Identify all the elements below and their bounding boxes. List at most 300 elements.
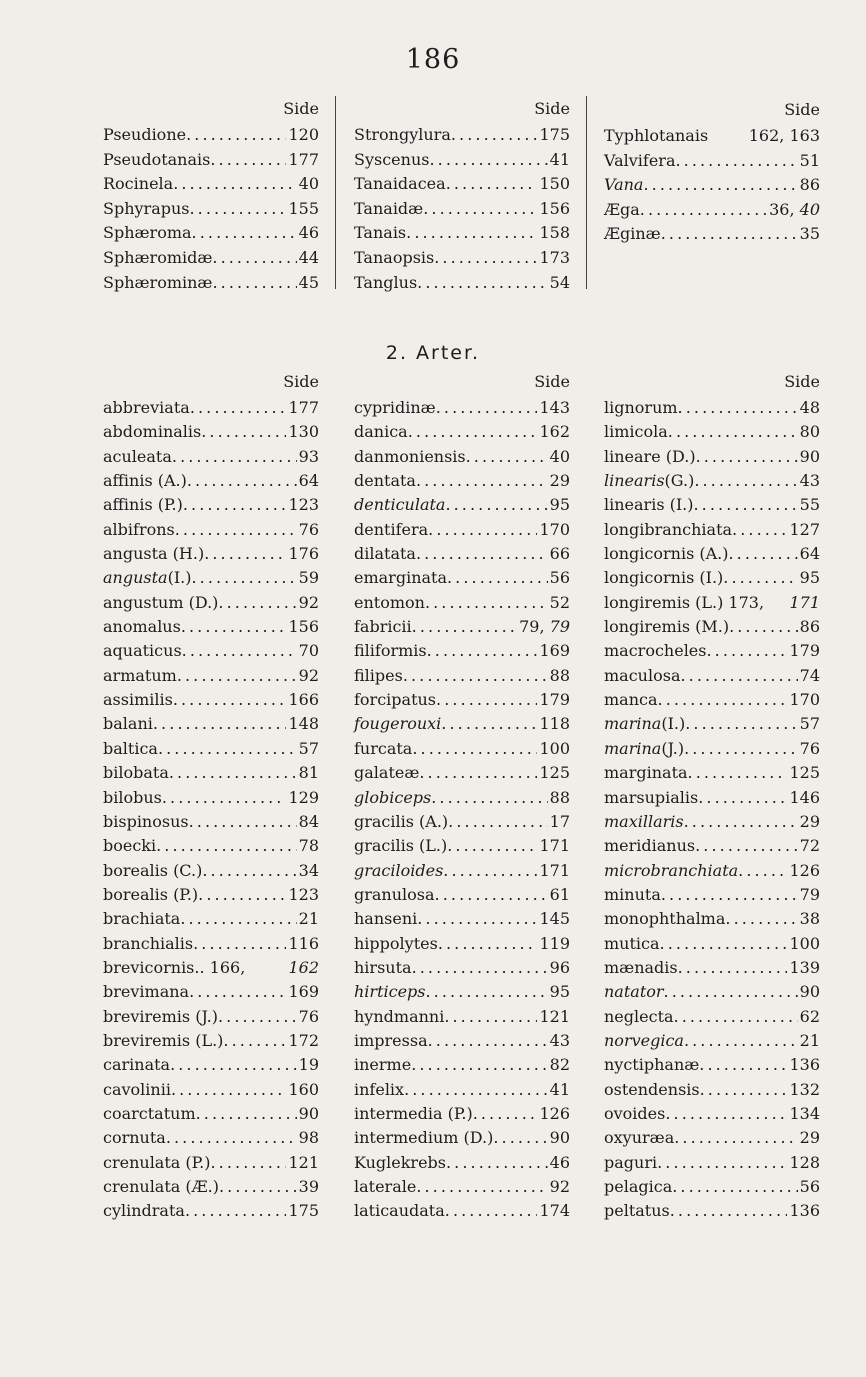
- entry-page: [548, 1151, 570, 1175]
- leader-dots: [156, 834, 297, 858]
- entry-name: filiformis: [354, 641, 427, 661]
- entry-page-number: 70: [298, 641, 319, 661]
- index-entry: [354, 956, 570, 980]
- index-entry: [354, 712, 570, 736]
- leader-dots: [658, 688, 788, 712]
- index-entry: [103, 221, 319, 246]
- index-entry: [604, 1053, 820, 1077]
- entry-page: [548, 1175, 570, 1199]
- index-entry: [103, 591, 319, 615]
- entry-name-suffix: (I.): [661, 714, 686, 734]
- index-entry: [604, 980, 820, 1004]
- entry-name: Æginæ: [604, 224, 661, 244]
- entry-name: limicola: [604, 422, 668, 442]
- entry-page: [798, 493, 820, 517]
- index-entry: [604, 493, 820, 517]
- leader-dots: [466, 445, 548, 469]
- leader-dots: [191, 566, 296, 590]
- entry-page-number: 125: [789, 763, 820, 783]
- index-column-bottom-2: [354, 370, 570, 1224]
- index-entry: [103, 172, 319, 197]
- entry-page: [286, 786, 319, 810]
- entry-name: granulosa: [354, 884, 435, 904]
- entry-name: dilatata: [354, 544, 416, 564]
- index-entry: [103, 1053, 319, 1077]
- leader-dots: [171, 1078, 287, 1102]
- entry-page: [297, 1102, 319, 1126]
- leader-dots: [416, 469, 548, 493]
- entry-page-number: 78: [298, 836, 319, 856]
- index-entry: [354, 1005, 570, 1029]
- entry-page: [297, 737, 319, 761]
- entry-page: [747, 124, 820, 149]
- entry-name: Sphæroma: [103, 223, 192, 243]
- leader-dots: [643, 173, 797, 198]
- entry-name: cornuta: [103, 1128, 166, 1148]
- entry-page: [286, 980, 319, 1004]
- index-entry: [103, 420, 319, 444]
- entry-page-number: 90: [298, 1103, 319, 1123]
- entry-name: meridianus: [604, 836, 696, 856]
- leader-dots: [729, 542, 798, 566]
- entry-name: breviremis (L.): [103, 1030, 224, 1050]
- entry-name: lineare (D.): [604, 446, 696, 466]
- leader-dots: [447, 566, 548, 590]
- leader-dots: [192, 221, 297, 246]
- entry-page-number: 136: [789, 1055, 820, 1075]
- column-divider: [335, 96, 336, 289]
- entry-page-number: 88: [549, 665, 570, 685]
- index-entry: [103, 1199, 319, 1223]
- index-entry: [604, 149, 820, 174]
- leader-dots: [446, 1151, 548, 1175]
- entry-page: [787, 518, 820, 542]
- entry-name: balani: [103, 714, 153, 734]
- entry-page-prefix: 79,: [519, 617, 550, 637]
- entry-page: [798, 980, 820, 1004]
- index-entry: [604, 1102, 820, 1126]
- entry-page-number: 177: [288, 149, 319, 169]
- entry-page: [787, 859, 820, 883]
- entry-name: dentata: [354, 471, 416, 491]
- entry-page-number: 171: [539, 836, 570, 856]
- entry-page-number: 172: [288, 1030, 319, 1050]
- entry-name: intermedium (D.): [354, 1128, 494, 1148]
- entry-page: [548, 810, 570, 834]
- entry-name: angusta: [103, 568, 168, 588]
- entry-page: [286, 123, 319, 148]
- entry-page: [798, 222, 820, 247]
- entry-page-number: 17: [549, 811, 570, 831]
- entry-page: [798, 810, 820, 834]
- leader-dots: [431, 786, 547, 810]
- leader-dots: [738, 859, 787, 883]
- entry-page-number: 56: [799, 1177, 820, 1196]
- index-entry: [604, 124, 820, 149]
- entry-page-number: 100: [539, 738, 570, 758]
- index-entry: [354, 542, 570, 566]
- entry-page-number: 86: [799, 175, 820, 195]
- index-entry: [354, 664, 570, 688]
- entry-page-number: 62: [799, 1006, 820, 1026]
- leader-dots: [688, 761, 788, 785]
- entry-page-number: 128: [789, 1152, 820, 1172]
- entry-page-number: 29: [549, 471, 570, 491]
- index-entry: [103, 810, 319, 834]
- entry-page: [537, 907, 570, 931]
- entry-name: fabricii: [354, 617, 412, 637]
- entry-page-number: 177: [288, 398, 319, 417]
- entry-page: [798, 173, 820, 198]
- entry-page: [798, 420, 820, 444]
- leader-dots: [678, 956, 788, 980]
- entry-name: aquaticus: [103, 641, 182, 661]
- index-entry: [604, 591, 820, 615]
- entry-page-number: 98: [298, 1128, 319, 1148]
- leader-dots: [668, 420, 798, 444]
- entry-page-number: 92: [549, 1177, 570, 1196]
- index-entry: [354, 566, 570, 590]
- entry-name: danica: [354, 422, 408, 442]
- entry-page: [286, 493, 319, 517]
- index-entry: [604, 639, 820, 663]
- leader-dots: [447, 834, 537, 858]
- index-entry: [604, 173, 820, 198]
- entry-page: [286, 197, 319, 222]
- index-entry: [103, 664, 319, 688]
- entry-page: [297, 1053, 319, 1077]
- leader-dots: [696, 445, 798, 469]
- entry-name: crenulata (Æ.): [103, 1177, 219, 1196]
- side-header: Side: [534, 99, 570, 118]
- entry-page-number: 162: [539, 422, 570, 442]
- leader-dots: [678, 396, 798, 420]
- index-entry: [354, 883, 570, 907]
- index-entry: [354, 932, 570, 956]
- entry-page: [798, 445, 820, 469]
- entry-name: assimilis: [103, 690, 173, 710]
- entry-name: carinata: [103, 1055, 171, 1075]
- index-entry: [354, 1199, 570, 1223]
- entry-name: pelagica: [604, 1177, 673, 1196]
- entry-page: [297, 246, 319, 271]
- leader-dots: [212, 246, 296, 271]
- index-entry: [354, 980, 570, 1004]
- entry-page: [787, 1151, 820, 1175]
- leader-dots: [445, 493, 547, 517]
- entry-page-number: 76: [298, 519, 319, 539]
- entry-page-number: 160: [288, 1079, 319, 1099]
- entry-name: ovoides: [604, 1103, 666, 1123]
- index-column-top-2: [354, 97, 570, 295]
- entry-page-number: 156: [539, 198, 570, 218]
- index-entry: [354, 1102, 570, 1126]
- side-header: Side: [784, 100, 820, 119]
- index-entry: [354, 761, 570, 785]
- index-entry: [354, 271, 570, 296]
- entry-page: [286, 1029, 319, 1053]
- entry-page-number: 170: [539, 519, 570, 539]
- index-entry: [604, 956, 820, 980]
- index-entry: [354, 591, 570, 615]
- index-entry: [354, 469, 570, 493]
- entry-name: linearis (I.): [604, 495, 694, 515]
- entry-page: [537, 639, 570, 663]
- entry-name: marina: [604, 714, 662, 734]
- leader-dots: [210, 148, 286, 173]
- entry-page: [787, 761, 820, 785]
- entry-page-number: 55: [799, 495, 820, 515]
- entry-page: [297, 1175, 319, 1199]
- entry-page-number: 96: [549, 957, 570, 977]
- entry-page: [798, 396, 820, 420]
- leader-dots: [412, 737, 537, 761]
- entry-page: [798, 566, 820, 590]
- index-entry: [354, 615, 570, 639]
- leader-dots: [473, 1102, 538, 1126]
- entry-name: marsupialis: [604, 787, 699, 807]
- index-entry: [103, 786, 319, 810]
- entry-page: [798, 664, 820, 688]
- index-entry: [604, 469, 820, 493]
- entry-name: nyctiphanæ: [604, 1055, 700, 1075]
- entry-name: infelix: [354, 1079, 405, 1099]
- index-entry: [103, 834, 319, 858]
- entry-page: [297, 518, 319, 542]
- leader-dots: [223, 1029, 286, 1053]
- entry-name: linearis: [604, 471, 665, 491]
- leader-dots: [675, 149, 797, 174]
- entry-name: Tanaopsis: [354, 247, 435, 267]
- entry-page: [548, 469, 570, 493]
- entry-page-number: 179: [539, 690, 570, 710]
- entry-page: [286, 712, 319, 736]
- entry-page-italic: 171: [789, 592, 820, 612]
- index-entry: [354, 810, 570, 834]
- entry-page: [787, 591, 820, 615]
- index-entry: [604, 786, 820, 810]
- entry-page-number: 86: [799, 617, 820, 637]
- index-entry: [604, 883, 820, 907]
- index-entry: [103, 1005, 319, 1029]
- entry-page: [297, 834, 319, 858]
- leader-dots: [169, 761, 297, 785]
- entry-name: hippolytes: [354, 933, 438, 953]
- entry-page: [548, 148, 570, 173]
- index-entry: [604, 1005, 820, 1029]
- entry-page-number: 76: [799, 738, 820, 758]
- entry-page-number: 174: [539, 1201, 570, 1221]
- leader-dots: [411, 1053, 547, 1077]
- entry-page-number: 54: [549, 272, 570, 292]
- entry-page: [297, 639, 319, 663]
- entry-name: mutica: [604, 933, 660, 953]
- entry-page: [286, 932, 319, 956]
- entry-name: breviremis (J.): [103, 1006, 218, 1026]
- entry-name: minuta: [604, 884, 661, 904]
- entry-name: aculeata: [103, 446, 172, 466]
- entry-name: bispinosus: [103, 811, 189, 831]
- entry-page: [286, 542, 319, 566]
- leader-dots: [177, 664, 297, 688]
- entry-page: [798, 834, 820, 858]
- entry-name: neglecta: [604, 1006, 674, 1026]
- entry-page: [548, 956, 570, 980]
- entry-page: [548, 1053, 570, 1077]
- entry-name: gracilis (A.): [354, 811, 449, 831]
- entry-name: longicornis (A.): [604, 544, 729, 564]
- index-entry: [103, 542, 319, 566]
- entry-name: longiremis (M.): [604, 617, 730, 637]
- leader-dots: [698, 786, 787, 810]
- entry-page: [798, 907, 820, 931]
- index-entry: [354, 148, 570, 173]
- index-entry: [103, 1175, 319, 1199]
- entry-page-prefix: 162,: [748, 126, 790, 145]
- index-entry: [103, 1151, 319, 1175]
- leader-dots: [204, 542, 286, 566]
- leader-dots: [189, 810, 297, 834]
- leader-dots: [706, 639, 787, 663]
- page-number: 186: [405, 44, 461, 75]
- entry-page: [548, 980, 570, 1004]
- entry-name: marina: [604, 738, 662, 758]
- entry-name: Vana: [604, 175, 644, 195]
- entry-name: Rocinela: [103, 174, 174, 194]
- index-entry: [604, 1126, 820, 1150]
- entry-page: [286, 1199, 319, 1223]
- index-entry: [103, 518, 319, 542]
- entry-page: [537, 688, 570, 712]
- entry-page: [537, 1199, 570, 1223]
- leader-dots: [435, 883, 548, 907]
- index-entry: [103, 1102, 319, 1126]
- index-entry: [103, 615, 319, 639]
- index-entry: [354, 221, 570, 246]
- entry-page: [537, 932, 570, 956]
- leader-dots: [419, 761, 537, 785]
- entry-name: galateæ: [354, 763, 420, 783]
- leader-dots: [219, 1175, 297, 1199]
- leader-dots: [412, 615, 517, 639]
- entry-page: [787, 1053, 820, 1077]
- leader-dots: [417, 907, 537, 931]
- entry-page: [297, 221, 319, 246]
- entry-name: Tanais: [354, 223, 407, 243]
- entry-name: brevimana: [103, 982, 190, 1002]
- entry-page-number: 90: [799, 446, 820, 466]
- entry-page-number: 136: [789, 1201, 820, 1221]
- entry-page-number: 44: [298, 247, 319, 267]
- leader-dots: [685, 712, 797, 736]
- entry-page-number: 40: [549, 446, 570, 466]
- entry-page-number: 100: [789, 933, 820, 953]
- leader-dots: [445, 1199, 538, 1223]
- entry-page-number: 43: [799, 471, 820, 491]
- entry-name: Pseudione: [103, 125, 187, 144]
- index-entry: [103, 688, 319, 712]
- index-entry: [354, 786, 570, 810]
- entry-page: [537, 197, 570, 222]
- leader-dots: [427, 639, 538, 663]
- index-entry: [103, 469, 319, 493]
- entry-page: [537, 123, 570, 148]
- entry-name: emarginata: [354, 568, 447, 588]
- leader-dots: [408, 420, 538, 444]
- entry-page-number: 51: [799, 150, 820, 170]
- entry-page: [297, 271, 319, 296]
- entry-page-number: 74: [799, 665, 820, 685]
- leader-dots: [446, 172, 538, 197]
- entry-name: anomalus: [103, 617, 181, 637]
- entry-page-number: 29: [799, 1128, 820, 1148]
- entry-page-number: 146: [789, 787, 820, 807]
- entry-page: [798, 469, 820, 493]
- entry-name: affinis (P.): [103, 495, 183, 515]
- entry-page-number: 170: [789, 690, 820, 710]
- leader-dots: [665, 1102, 787, 1126]
- entry-page-number: 92: [298, 592, 319, 612]
- index-entry: [103, 197, 319, 222]
- index-entry: [103, 956, 319, 980]
- entry-name: Tanaidacea: [354, 174, 446, 194]
- leader-dots: [640, 198, 767, 223]
- index-entry: [604, 420, 820, 444]
- leader-dots: [186, 123, 286, 148]
- entry-name: borealis (C.): [103, 860, 203, 880]
- index-entry: [354, 493, 570, 517]
- entry-page-number: 64: [298, 471, 319, 491]
- entry-page-number: 95: [549, 495, 570, 515]
- entry-page-number: 126: [789, 860, 820, 880]
- entry-name: crenulata (P.): [103, 1152, 211, 1172]
- entry-name: danmoniensis: [354, 446, 466, 466]
- entry-page: [297, 469, 319, 493]
- leader-dots: [672, 1175, 797, 1199]
- entry-page-number: 19: [298, 1055, 319, 1075]
- leader-dots: [416, 1175, 547, 1199]
- entry-name: hirsuta: [354, 957, 412, 977]
- entry-page-number: 123: [288, 495, 319, 515]
- leader-dots: [493, 1126, 547, 1150]
- index-entry: [604, 198, 820, 223]
- entry-page: [537, 246, 570, 271]
- entry-name: Ægа: [604, 199, 640, 219]
- index-entry: [604, 518, 820, 542]
- leader-dots: [694, 469, 797, 493]
- entry-page-number: 119: [539, 933, 570, 953]
- entry-page: [548, 786, 570, 810]
- leader-dots: [162, 786, 287, 810]
- index-column-bottom-3: [604, 370, 820, 1224]
- leader-dots: [441, 712, 537, 736]
- entry-page-number: 125: [539, 763, 570, 783]
- entry-page-number: 56: [549, 568, 570, 588]
- entry-page-number: 90: [549, 1128, 570, 1148]
- entry-page-number: 134: [789, 1103, 820, 1123]
- entry-page-number: 150: [539, 174, 570, 194]
- index-entry: [604, 859, 820, 883]
- entry-page-number: 66: [549, 544, 570, 564]
- leader-dots: [448, 810, 547, 834]
- entry-name-suffix: (J.): [661, 738, 685, 758]
- index-entry: [604, 1199, 820, 1223]
- entry-page-number: 45: [298, 272, 319, 292]
- entry-name: hanseni: [354, 909, 418, 929]
- entry-page-italic: 40: [799, 199, 820, 219]
- entry-name: lignorum: [604, 398, 678, 417]
- entry-page-number: 82: [549, 1055, 570, 1075]
